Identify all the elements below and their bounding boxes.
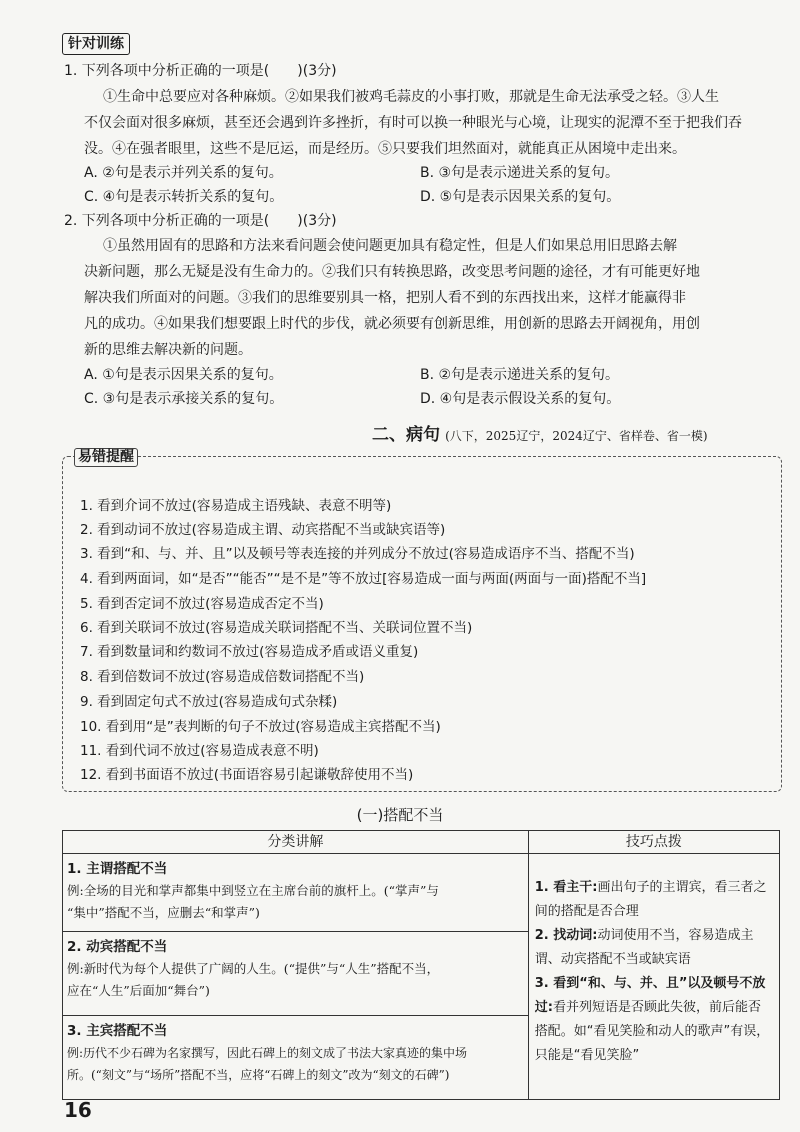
skill-head: 2. 找动词:	[534, 928, 598, 943]
tip-item: 10. 看到用“是”表判断的句子不放过(容易造成主宾搭配不当)	[80, 719, 441, 735]
skill-item	[535, 972, 773, 1068]
tip-item: 2. 看到动词不放过(容易造成主谓、动宾搭配不当或缺宾语等)	[80, 522, 446, 538]
category-cell	[63, 932, 529, 1016]
category-example-line: 例:新时代为每个人提供了广阔的人生。(“提供”与“人生”搭配不当，	[67, 961, 440, 976]
tip-item: 6. 看到关联词不放过(容易造成关联词搭配不当、关联词位置不当)	[80, 620, 473, 636]
question-1-stem: 1. 下列各项中分析正确的一项是( )(3分)	[64, 63, 337, 79]
table-header-category: 分类讲解	[63, 831, 529, 854]
explanation-table	[62, 830, 780, 1100]
category-title: 1. 主谓搭配不当	[67, 861, 168, 877]
tip-item: 8. 看到倍数词不放过(容易造成倍数词搭配不当)	[80, 669, 365, 685]
skill-head: 1. 看主干:	[534, 880, 598, 895]
section-title: 二、病句	[372, 425, 440, 445]
question-2-passage-line: 新的思维去解决新的问题。	[84, 342, 252, 358]
question-2-option-b: B. ②句是表示递进关系的复句。	[420, 367, 620, 383]
question-2-passage-line: 凡的成功。④如果我们想要跟上时代的步伐，就必须要有创新思维，用创新的思路去开阔视角，用创	[84, 316, 700, 332]
table-header-skill: 技巧点拨	[528, 831, 779, 854]
category-example-line: 例:历代不少石碑为名家撰写，因此石碑上的刻文成了书法大家真迹的集中场	[67, 1046, 468, 1060]
question-2-option-c: C. ③句是表示承接关系的复句。	[84, 391, 284, 407]
category-cell	[63, 854, 529, 932]
skill-item	[535, 924, 773, 972]
category-example-line: “集中”搭配不当，应删去“和掌声”)	[67, 905, 260, 920]
tip-item: 12. 看到书面语不放过(书面语容易引起谦敬辞使用不当)	[80, 767, 414, 783]
tips-label: 易错提醒	[74, 448, 138, 467]
skill-head: 3. 看到“和、与、并、且”以及顿号不放过:	[534, 976, 766, 1015]
question-2-passage-line: 解决我们所面对的问题。③我们的思维要别具一格，把别人看不到的东西找出来，这样才能赢得非	[84, 290, 686, 306]
question-1-option-a: A. ②句是表示并列关系的复句。	[84, 165, 283, 181]
table-row	[63, 854, 780, 932]
skill-text: 看并列短语是否顾此失彼，前后能否搭配。如“看见笑脸和动人的歌声”有误，只能是“看见笑脸”	[534, 1000, 770, 1063]
question-2-stem: 2. 下列各项中分析正确的一项是( )(3分)	[64, 213, 337, 229]
category-example-line: 应在“人生”后面加“舞台”)	[67, 983, 210, 998]
skill-text: 画出句子的主谓宾，看三者之间的搭配是否合理	[534, 880, 767, 919]
category-title: 2. 动宾搭配不当	[67, 939, 168, 955]
question-1-passage-line: 没。④在强者眼里，这些不是厄运，而是经历。⑤只要我们坦然面对，就能真正从困境中走出来。	[84, 141, 686, 157]
category-title: 3. 主宾搭配不当	[67, 1023, 168, 1039]
section-heading	[372, 420, 708, 445]
skill-cell	[528, 854, 779, 1100]
section-tag: 针对训练	[62, 33, 130, 55]
question-2-option-a: A. ①句是表示因果关系的复句。	[84, 367, 283, 383]
tip-item: 5. 看到否定词不放过(容易造成否定不当)	[80, 596, 324, 612]
tip-item: 9. 看到固定句式不放过(容易造成句式杂糅)	[80, 694, 338, 710]
question-2-passage-line: 决新问题，那么无疑是没有生命力的。②我们只有转换思路，改变思考问题的途径，才有可能更好地	[84, 264, 700, 280]
skill-text: 动词使用不当，容易造成主谓、动宾搭配不当或缺宾语	[534, 928, 754, 967]
tip-item: 11. 看到代词不放过(容易造成表意不明)	[80, 743, 319, 759]
tip-item: 7. 看到数量词和约数词不放过(容易造成矛盾或语义重复)	[80, 644, 419, 660]
tip-item: 1. 看到介词不放过(容易造成主语残缺、表意不明等)	[80, 498, 392, 514]
question-1-option-d: D. ⑤句是表示因果关系的复句。	[420, 189, 621, 205]
subsection-title: (一)搭配不当	[356, 806, 444, 824]
question-2-passage-line: ①虽然用固有的思路和方法来看问题会使问题更加具有稳定性，但是人们如果总用旧思路去解	[103, 238, 677, 254]
question-1-option-c: C. ④句是表示转折关系的复句。	[84, 189, 284, 205]
category-cell	[63, 1016, 529, 1100]
question-1-passage-line: 不仅会面对很多麻烦，甚至还会遇到许多挫折，有时可以换一种眼光与心境，让现实的泥潭不至于把我们吞	[84, 115, 742, 131]
question-2-option-d: D. ④句是表示假设关系的复句。	[420, 391, 621, 407]
question-1-option-b: B. ③句是表示递进关系的复句。	[420, 165, 620, 181]
tip-item: 4. 看到两面词，如“是否”“能否”“是不是”等不放过[容易造成一面与两面(两面与一面)搭配不当]	[80, 571, 647, 587]
question-1-passage-line: ①生命中总要应对各种麻烦。②如果我们被鸡毛蒜皮的小事打败，那就是生命无法承受之轻。③人生	[103, 89, 719, 105]
section-subtitle: (八下，2025辽宁，2024辽宁、省样卷、省一模)	[445, 429, 708, 443]
skill-item	[535, 876, 773, 924]
page-number: 16	[64, 1098, 92, 1122]
tip-item: 3. 看到“和、与、并、且”以及顿号等表连接的并列成分不放过(容易造成语序不当、搭配不当)	[80, 546, 635, 562]
category-example-line: 所。(“刻文”与“场所”搭配不当，应将“石碑上的刻文”改为“刻文的石碑”)	[67, 1068, 450, 1082]
category-example-line: 例:全场的目光和掌声都集中到竖立在主席台前的旗杆上。(“掌声”与	[67, 883, 439, 898]
